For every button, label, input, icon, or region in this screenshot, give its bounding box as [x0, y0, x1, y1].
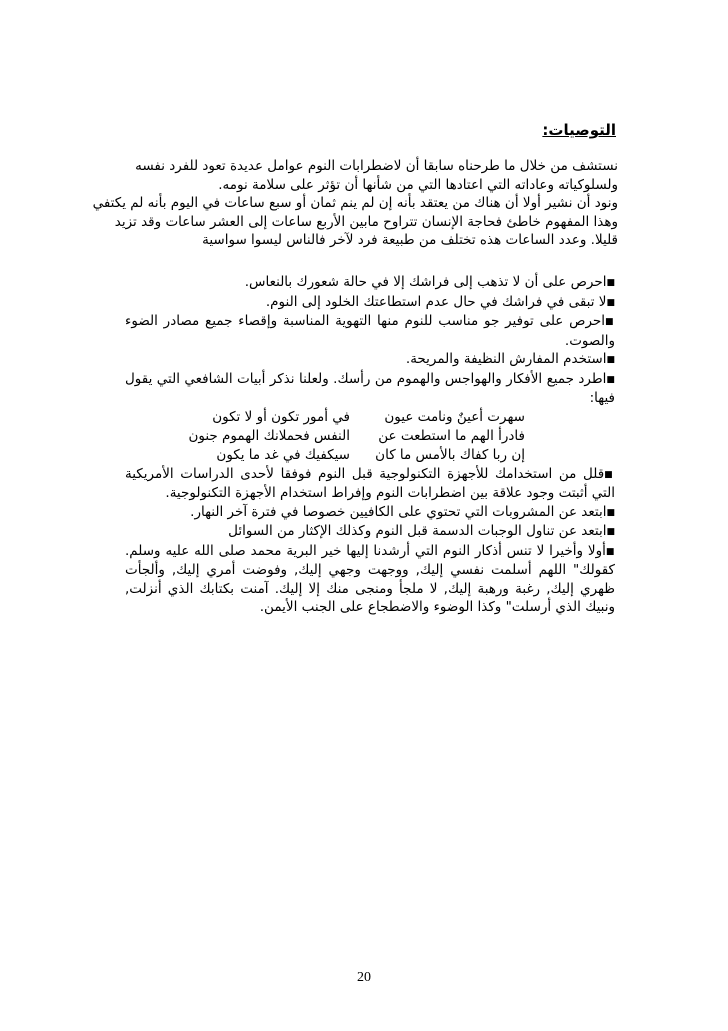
intro-line: قليلا. وعدد الساعات هذه تختلف من طبيعة فرد لآخر فالناس ليسوا سواسية: [202, 232, 618, 248]
list-item: [125, 503, 615, 523]
list-item: [125, 522, 615, 542]
bullet-icon: ■: [606, 355, 615, 365]
bullet-icon: ■: [606, 278, 615, 288]
page-number: 20: [357, 970, 371, 985]
list-item-text: أولا وأخيرا لا تنس أذكار النوم التي أرشدنا إليها خير البرية محمد صلى الله عليه وسلم. كقولك" اللهم أسلمت نفسي إليك, ووجهت وجهي إليك, وفوضت أمري إليك, وألجأت ظهري إليك, رغبة ورهبة إليك, لا ملجأ ومنجى منك إلا إليك. آمنت بكتابك الذي أنزلت, ونبيك الذي أرسلت" وكذا الوضوء والاضطجاع على الجنب الأيمن.: [125, 542, 615, 615]
list-item-text: احرص على توفير جو مناسب للنوم منها التهوية المناسبة وإقصاء جميع مصادر الضوء والصوت.: [125, 313, 615, 349]
list-item-text: استخدم المفارش النظيفة والمريحة.: [405, 351, 607, 367]
bullet-icon: ■: [606, 374, 615, 385]
bullet-icon: ■: [606, 507, 615, 518]
list-item-text: لا تبقى في فراشك في حال عدم استطاعتك الخلود إلى النوم.: [265, 293, 607, 310]
bullet-icon: ■: [605, 317, 615, 327]
poem-block: [125, 408, 615, 465]
list-item-text: قلل من استخدامك للأجهزة التكنولوجية قبل النوم فوفقا لأحدى الدراسات الأمريكية التي أثبتت وجود علاقة بين اضطرابات النوم وإفراط استخدام الأجهزة التكنولوجية.: [125, 465, 615, 501]
list-item: [125, 312, 615, 350]
poem-second-hemistich: النفس فحملانك الهموم جنون: [188, 427, 350, 444]
poem-verse: [125, 427, 615, 446]
intro-line: نستشف من خلال ما طرحناه سابقا أن لاضطرابات النوم عوامل عديدة تعود للفرد نفسه: [135, 158, 618, 174]
recommendations-list: [125, 273, 615, 617]
poem-second-hemistich: سيكفيك في غد ما يكون: [216, 446, 350, 463]
poem-first-hemistich: فادرأ الهم ما استطعت عن: [378, 427, 525, 444]
bullet-icon: ■: [606, 297, 615, 308]
poem-verse: [125, 408, 615, 427]
intro-line: وهذا المفهوم خاطئ فحاجة الإنسان تتراوح مابين الأربع ساعات إلى العشر ساعات وقد تزيد: [114, 213, 618, 230]
list-item-text: ابتعد عن تناول الوجبات الدسمة قبل النوم وكذلك الإكثار من السوائل: [228, 523, 607, 539]
list-item-text: ابتعد عن المشروبات التي تحتوي على الكافيين خصوصا في فترة آخر النهار.: [190, 503, 607, 520]
list-item: [125, 350, 615, 370]
poem-verse: [125, 446, 615, 465]
bullet-icon: ■: [605, 546, 615, 557]
intro-paragraph: [28, 157, 618, 250]
poem-second-hemistich: في أمور تكون أو لا تكون: [212, 408, 350, 425]
list-item: [125, 293, 615, 313]
poem-first-hemistich: إن ربا كفاك بالأمس ما كان: [375, 446, 525, 463]
intro-line: ولسلوكياته وعاداته التي اعتادها التي من شأنها أن تؤثر على سلامة نومه.: [218, 176, 618, 193]
bullet-icon: ■: [606, 527, 615, 537]
section-heading: التوصيات:: [542, 121, 616, 139]
list-item-text: اطرد جميع الأفكار والهواجس والهموم من رأسك. ولعلنا نذكر أبيات الشافعي التي يقول فيها:: [125, 370, 615, 406]
list-item: [125, 370, 615, 408]
list-item: [125, 273, 615, 293]
intro-line: ونود أن نشير أولا أن هناك من يعتقد بأنه إن لم ينم ثمان أو سبع ساعات في اليوم بأنه لم يكتفي: [92, 195, 618, 211]
poem-first-hemistich: سهرت أعينٌ ونامت عيون: [384, 408, 525, 425]
list-item: [125, 542, 615, 617]
list-item-text: احرص على أن لا تذهب إلى فراشك إلا في حالة شعورك بالنعاس.: [244, 274, 607, 290]
list-item: [125, 465, 615, 503]
bullet-icon: ■: [604, 469, 615, 480]
